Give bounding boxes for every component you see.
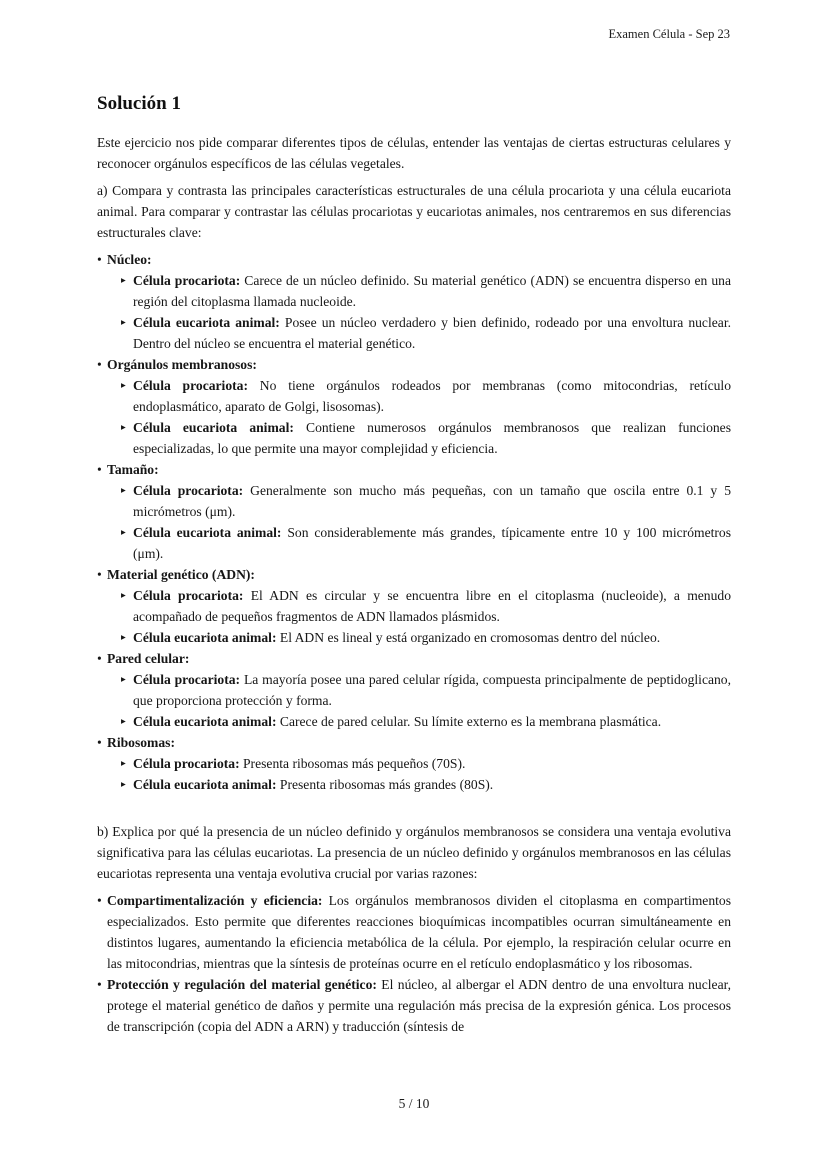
intro-paragraph: Este ejercicio nos pide comparar diferentes tipos de células, entender las ventajas de ciertas estructuras celulares y reconocer orgánulos específicos de las células vegetales. xyxy=(97,135,731,171)
bullet-icon: • xyxy=(97,252,102,267)
subitem-text: No tiene orgánulos rodeados por membranas (como mitocondrias, retículo endoplasmático, aparato de Golgi, lisosomas). xyxy=(133,378,732,414)
triangle-bullet-icon: ▸ xyxy=(121,317,126,328)
list-item xyxy=(97,732,731,795)
subitem-label: Célula eucariota animal: xyxy=(133,420,294,435)
sub-list-item xyxy=(107,669,731,711)
item-label: Ribosomas: xyxy=(107,735,175,750)
subitem-text: Son considerablemente más grandes, típicamente entre 10 y 100 micrómetros (μm). xyxy=(133,525,731,561)
item-label: Protección y regulación del material genético: xyxy=(107,977,377,992)
subitem-text: Generalmente son mucho más pequeñas, con un tamaño que oscila entre 0.1 y 5 micrómetros (μm). xyxy=(133,483,731,519)
list-item xyxy=(97,249,731,354)
bullet-icon: • xyxy=(97,893,102,908)
sub-list-item xyxy=(107,522,731,564)
list-item xyxy=(97,648,731,732)
bullet-icon: • xyxy=(97,735,102,750)
subitem-label: Célula procariota: xyxy=(133,378,248,393)
document-content xyxy=(97,92,731,1043)
item-label: Compartimentalización y eficiencia: xyxy=(107,893,323,908)
item-label: Pared celular: xyxy=(107,651,190,666)
triangle-bullet-icon: ▸ xyxy=(121,674,126,685)
list-item xyxy=(97,459,731,564)
triangle-bullet-icon: ▸ xyxy=(121,632,126,643)
list-item xyxy=(97,890,731,974)
subitem-label: Célula procariota: xyxy=(133,483,244,498)
sub-list xyxy=(107,585,731,648)
item-label: Material genético (ADN): xyxy=(107,567,255,582)
triangle-bullet-icon: ▸ xyxy=(121,275,126,286)
triangle-bullet-icon: ▸ xyxy=(121,590,126,601)
item-text: El núcleo, al albergar el ADN dentro de una envoltura nuclear, protege el material genético de daños y permite una regulación más precisa de la expresión génica. Los procesos de transcripción (copia del ADN a ARN) y traducción (síntesis de xyxy=(107,977,731,1034)
list-item xyxy=(97,354,731,459)
triangle-bullet-icon: ▸ xyxy=(121,779,126,790)
subitem-text: Posee un núcleo verdadero y bien definido, rodeado por una envoltura nuclear. Dentro del núcleo se encuentra el material genético. xyxy=(133,315,731,351)
bullet-icon: • xyxy=(97,651,102,666)
sub-list xyxy=(107,375,731,459)
sub-list-item xyxy=(107,417,731,459)
item-text: Los orgánulos membranosos dividen el citoplasma en compartimentos especializados. Esto permite que diferentes reacciones bioquímicas incompatibles ocurran simultáneamente en distintos lugares, aumentando la eficiencia metabólica de la célula. Por ejemplo, la respiración celular ocurre en las mitocondrias, mientras que la síntesis de proteínas ocurre en el retículo endoplasmático y los ribosomas. xyxy=(107,893,731,971)
sub-list-item xyxy=(107,627,731,648)
sub-list xyxy=(107,480,731,564)
sub-list-item xyxy=(107,480,731,522)
page-header-text: Examen Célula - Sep 23 xyxy=(608,27,730,41)
subitem-label: Célula eucariota animal: xyxy=(133,714,277,729)
bullet-icon: • xyxy=(97,977,102,992)
subitem-label: Célula procariota: xyxy=(133,273,241,288)
sub-list-item xyxy=(107,711,731,732)
sub-list xyxy=(107,669,731,732)
triangle-bullet-icon: ▸ xyxy=(121,485,126,496)
item-label: Núcleo: xyxy=(107,252,152,267)
list-item xyxy=(97,974,731,1037)
subitem-label: Célula eucariota animal: xyxy=(133,315,280,330)
sub-list-item xyxy=(107,585,731,627)
part-b-list xyxy=(97,890,731,1037)
triangle-bullet-icon: ▸ xyxy=(121,380,126,391)
bullet-icon: • xyxy=(97,567,102,582)
sub-list-item xyxy=(107,375,731,417)
triangle-bullet-icon: ▸ xyxy=(121,758,126,769)
subitem-label: Célula procariota: xyxy=(133,588,244,603)
part-a-lead-paragraph: a) Compara y contrasta las principales características estructurales de una célula procariota y una célula eucariota animal. Para comparar y contrastar las células procariotas y eucariotas animales, nos centraremos en sus diferencias estructurales clave: xyxy=(97,183,731,240)
item-label: Tamaño: xyxy=(107,462,159,477)
subitem-label: Célula procariota: xyxy=(133,756,240,771)
subitem-text: Presenta ribosomas más pequeños (70S). xyxy=(243,756,466,771)
sub-list xyxy=(107,270,731,354)
sub-list xyxy=(107,753,731,795)
page-number: 5 / 10 xyxy=(398,1096,430,1111)
triangle-bullet-icon: ▸ xyxy=(121,422,126,433)
item-label: Orgánulos membranosos: xyxy=(107,357,257,372)
part-a-list xyxy=(97,249,731,795)
list-item xyxy=(97,564,731,648)
triangle-bullet-icon: ▸ xyxy=(121,716,126,727)
subitem-label: Célula procariota: xyxy=(133,672,241,687)
subitem-text: Contiene numerosos orgánulos membranosos que realizan funciones especializadas, lo que permite una mayor complejidad y eficiencia. xyxy=(133,420,731,456)
sub-list-item xyxy=(107,774,731,795)
subitem-text: Presenta ribosomas más grandes (80S). xyxy=(279,777,494,792)
triangle-bullet-icon: ▸ xyxy=(121,527,126,538)
subitem-label: Célula eucariota animal: xyxy=(133,630,277,645)
subitem-text: Carece de pared celular. Su límite externo es la membrana plasmática. xyxy=(279,714,662,729)
subitem-text: La mayoría posee una pared celular rígida, compuesta principalmente de peptidoglicano, que proporciona protección y forma. xyxy=(133,672,731,708)
part-b-lead-paragraph: b) Explica por qué la presencia de un núcleo definido y orgánulos membranosos se considera una ventaja evolutiva significativa para las células eucariotas. La presencia de un núcleo definido y orgánulos membranosos en las células eucariotas representa una ventaja evolutiva crucial por varias razones: xyxy=(97,824,731,881)
subitem-text: El ADN es circular y se encuentra libre en el citoplasma (nucleoide), a menudo acompañado de pequeños fragmentos de ADN llamados plásmidos. xyxy=(133,588,731,624)
bullet-icon: • xyxy=(97,462,102,477)
sub-list-item xyxy=(107,270,731,312)
sub-list-item xyxy=(107,312,731,354)
subitem-text: Carece de un núcleo definido. Su material genético (ADN) se encuentra disperso en una región del citoplasma llamada nucleoide. xyxy=(133,273,731,309)
page-title: Solución 1 xyxy=(97,93,181,114)
subitem-label: Célula eucariota animal: xyxy=(133,525,282,540)
bullet-icon: • xyxy=(97,357,102,372)
subitem-text: El ADN es lineal y está organizado en cromosomas dentro del núcleo. xyxy=(279,630,661,645)
sub-list-item xyxy=(107,753,731,774)
subitem-label: Célula eucariota animal: xyxy=(133,777,277,792)
